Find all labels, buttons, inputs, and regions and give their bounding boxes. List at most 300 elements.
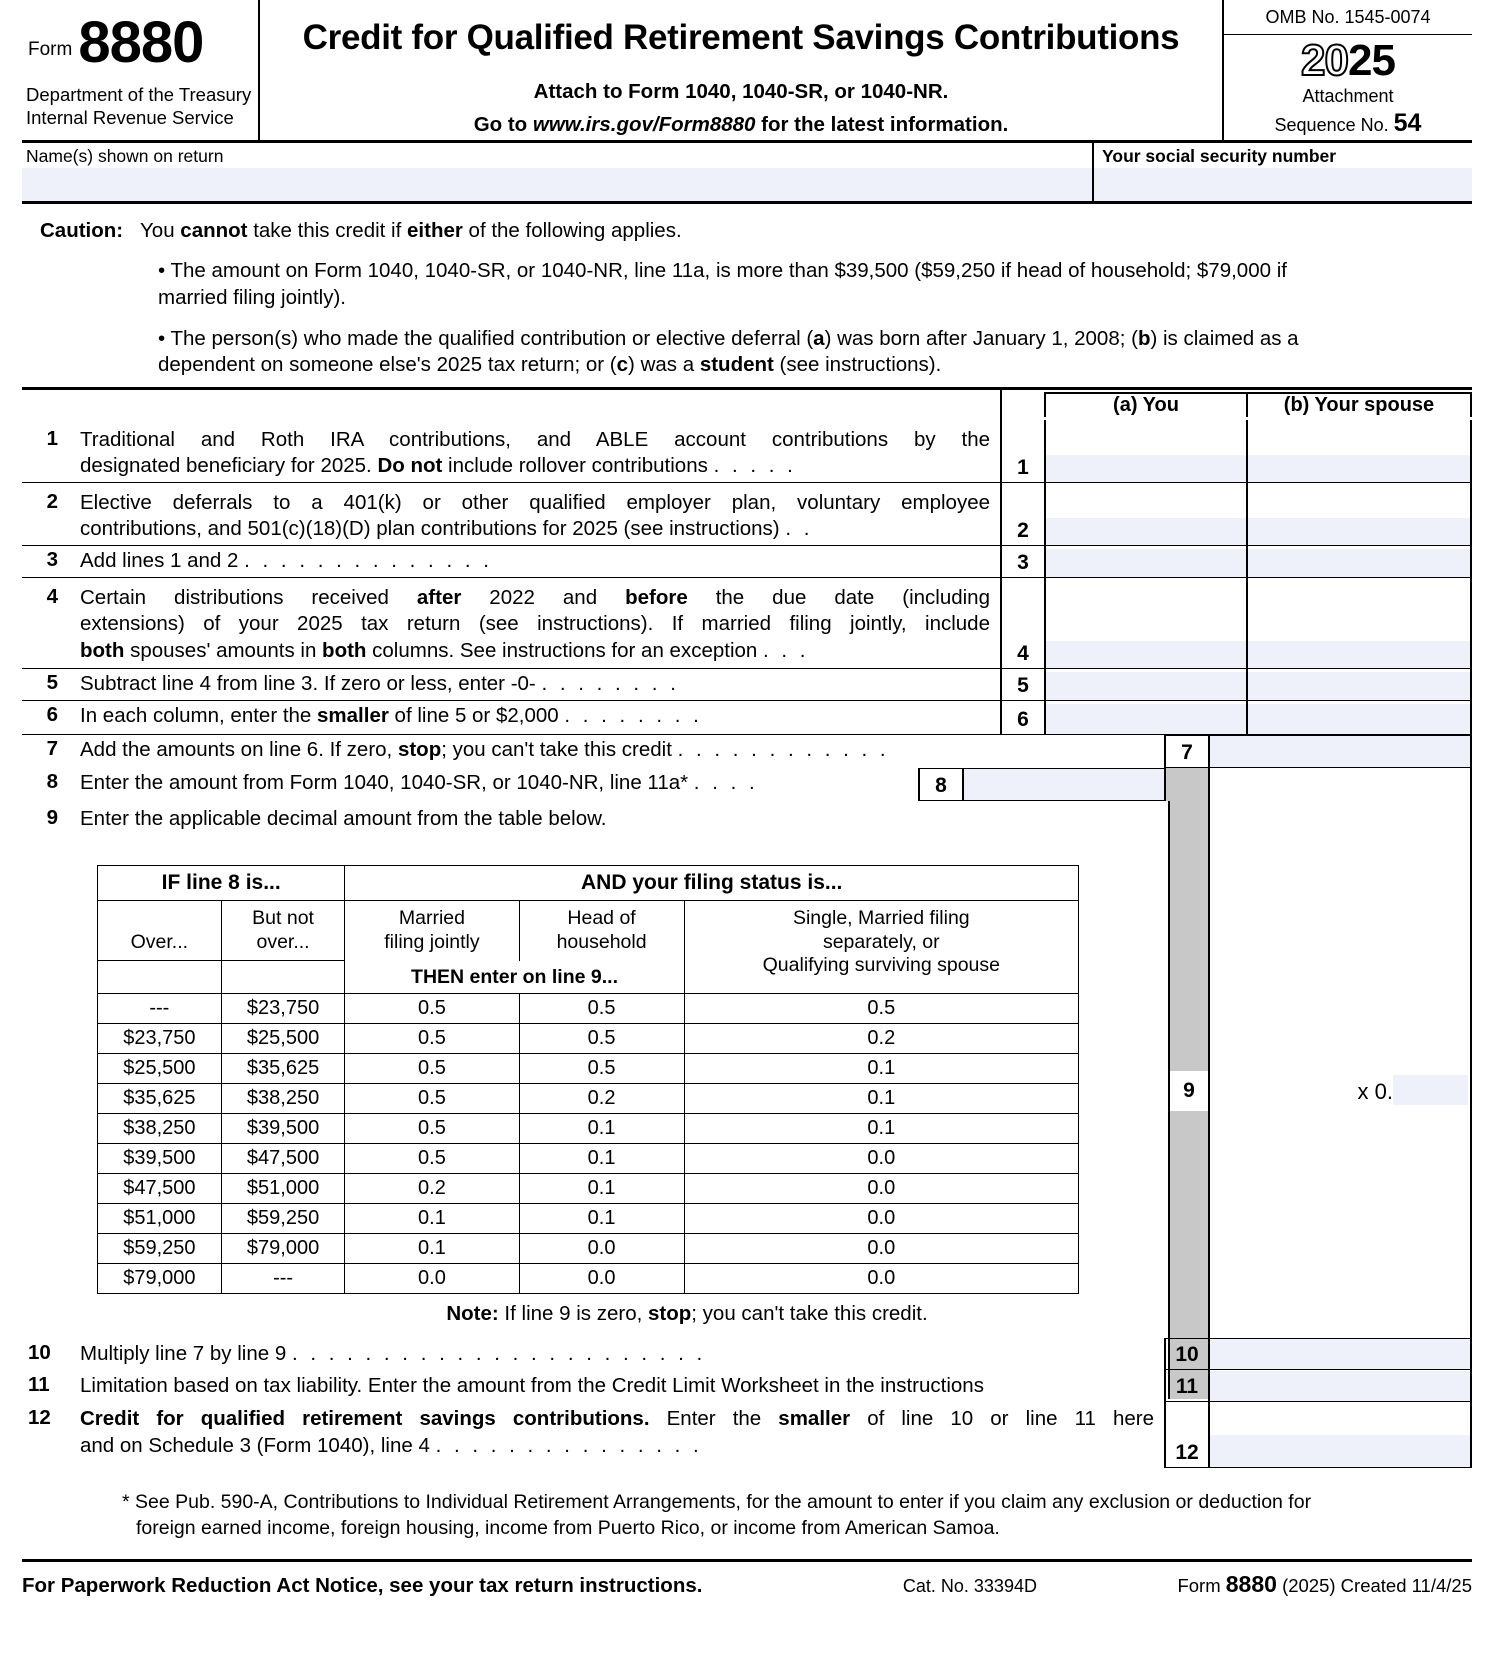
line-12-text-a bbox=[80, 1406, 1154, 1433]
line-5-you-cell[interactable] bbox=[1046, 669, 1248, 700]
decimal-amount-table bbox=[97, 865, 1079, 1295]
caution-intro-bold-1: cannot bbox=[180, 219, 248, 242]
line-2-text-b bbox=[80, 516, 990, 543]
line-4-text-a bbox=[80, 585, 990, 612]
decimal-cell-hoh: 0.0 bbox=[519, 1264, 684, 1294]
line-3-number: 3 bbox=[46, 547, 58, 571]
decimal-cell-hoh: 0.0 bbox=[519, 1234, 684, 1264]
line-6-text bbox=[58, 701, 1000, 734]
line-4-c1: spouses' amounts in bbox=[124, 639, 323, 663]
line-12-box-label: 12 bbox=[1175, 1441, 1199, 1465]
line-12-leader: . . . . . . . . . . . . . . . bbox=[435, 1434, 703, 1457]
caution-intro-2: take this credit if bbox=[247, 219, 408, 242]
department-line-2: Internal Revenue Service bbox=[26, 106, 234, 128]
line-1-box-number bbox=[1000, 420, 1046, 482]
decimal-table-if-header: IF line 8 is... bbox=[98, 865, 345, 900]
decimal-col-mfj bbox=[345, 900, 519, 961]
attachment-sequence bbox=[1224, 84, 1472, 138]
decimal-cell-mfj: 0.2 bbox=[345, 1174, 519, 1204]
decimal-cell-mfj: 0.1 bbox=[345, 1204, 519, 1234]
decimal-cell-mfj: 0.5 bbox=[345, 1024, 519, 1054]
decimal-cell-other: 0.1 bbox=[684, 1084, 1078, 1114]
line-1-donot: Do not bbox=[377, 454, 443, 478]
line-1-text-b2: include rollover contributions bbox=[442, 454, 714, 478]
line-9-row bbox=[22, 801, 1472, 839]
decimal-table-row bbox=[98, 1054, 1079, 1084]
line-1-row bbox=[22, 420, 1472, 483]
line-7-stop: stop bbox=[397, 737, 442, 761]
decimal-table-row bbox=[98, 1144, 1079, 1174]
line-9-multiplier-row bbox=[1212, 1073, 1468, 1111]
column-header-you: (a) You bbox=[1044, 392, 1246, 417]
line-1-number: 1 bbox=[46, 426, 58, 450]
line-12-smaller: smaller bbox=[778, 1407, 851, 1431]
line-4-box-number bbox=[1000, 578, 1046, 668]
header-right bbox=[1224, 0, 1472, 140]
line-9-box-number bbox=[1168, 1071, 1210, 1111]
decimal-cell-other: 0.0 bbox=[684, 1144, 1078, 1174]
decimal-col-other-3: Qualifying surviving spouse bbox=[762, 954, 1000, 977]
decimal-cell-other: 0.0 bbox=[684, 1174, 1078, 1204]
line-8-a1: Enter the amount from Form 1040, 1040-SR, or 1040-NR, line 11a* bbox=[80, 770, 689, 794]
line-6-smaller: smaller bbox=[317, 703, 389, 727]
decimal-col-hoh-2: household bbox=[556, 930, 647, 953]
form-title: Credit for Qualified Retirement Savings Contributions bbox=[302, 18, 1180, 57]
decimal-col-over: Over... bbox=[98, 900, 222, 961]
line-3-text bbox=[58, 546, 1000, 577]
department-label bbox=[22, 70, 258, 129]
department-line-1: Department of the Treasury bbox=[26, 84, 252, 105]
caution-bullet-2-b: ) was born after January 1, 2008; ( bbox=[824, 326, 1138, 350]
ssn-input[interactable] bbox=[1094, 168, 1472, 201]
column-header-spouse: (b) Your spouse bbox=[1246, 392, 1472, 417]
decimal-cell-hoh: 0.5 bbox=[519, 1024, 684, 1054]
line-2-you-input[interactable] bbox=[1046, 518, 1246, 545]
form-identifier bbox=[22, 8, 258, 75]
line-7-number: 7 bbox=[46, 736, 58, 760]
decimal-then-blank-2 bbox=[221, 961, 345, 994]
line-2-leader: . . bbox=[785, 517, 813, 541]
decimal-cell-butnot: $59,250 bbox=[221, 1204, 345, 1234]
line-6-box-number bbox=[1000, 701, 1046, 734]
caution-bullet-2-line-2 bbox=[158, 352, 1464, 379]
note-label: Note: bbox=[446, 1302, 499, 1326]
line-10-row bbox=[22, 1338, 1472, 1370]
line-11-amount-cell[interactable] bbox=[1210, 1370, 1472, 1402]
line-1-leader: . . . . . bbox=[713, 454, 797, 478]
decimal-table-row bbox=[98, 1234, 1079, 1264]
line-7-input[interactable] bbox=[1210, 736, 1470, 767]
decimal-then-enter-label: THEN enter on line 9... bbox=[345, 961, 684, 994]
decimal-col-other bbox=[684, 900, 1078, 994]
line-7-amount-cell[interactable] bbox=[1210, 735, 1472, 768]
line-2-text-b1: contributions, and 501(c)(18)(D) plan contributions for 2025 (see instructions) bbox=[80, 517, 780, 541]
decimal-cell-over: $59,250 bbox=[98, 1234, 222, 1264]
line-9-decimal-input[interactable] bbox=[1393, 1075, 1468, 1105]
line-1-box-label: 1 bbox=[1017, 455, 1029, 479]
line-2-box-label: 2 bbox=[1017, 518, 1029, 542]
line-8-leader: . . . . bbox=[693, 770, 759, 794]
line-5-box-label: 5 bbox=[1017, 673, 1029, 697]
line-4-spouse-input[interactable] bbox=[1248, 641, 1470, 668]
line-1-text-b1: designated beneficiary for 2025. bbox=[80, 454, 378, 478]
decimal-cell-over: --- bbox=[98, 994, 222, 1024]
decimal-cell-other: 0.2 bbox=[684, 1024, 1078, 1054]
line-4-both-1: both bbox=[80, 639, 125, 663]
caution-intro-1: You bbox=[140, 219, 181, 242]
name-input[interactable] bbox=[22, 168, 1092, 201]
caution-section bbox=[22, 204, 1472, 390]
line-4-a2: 2022 and bbox=[461, 585, 626, 609]
line-2-text-a: Elective deferrals to a 401(k) or other qualified employer plan, voluntary employee bbox=[80, 490, 990, 514]
line-4-row bbox=[22, 578, 1472, 669]
caution-bullet-1-line-1: • The amount on Form 1040, 1040-SR, or 1040-NR, line 11a, is more than $39,500 ($59,250 if head of household; $79,000 if bbox=[158, 259, 1287, 283]
decimal-cell-mfj: 0.1 bbox=[345, 1234, 519, 1264]
decimal-cell-butnot: $38,250 bbox=[221, 1084, 345, 1114]
caution-bullet-2-e: ) was a bbox=[628, 353, 700, 377]
decimal-cell-other: 0.5 bbox=[684, 994, 1078, 1024]
line-7-leader: . . . . . . . . . . . . bbox=[677, 737, 890, 761]
footer-form-word: Form bbox=[1177, 1575, 1221, 1597]
decimal-col-mfj-2: filing jointly bbox=[384, 930, 480, 953]
line-8-box-label: 8 bbox=[935, 773, 947, 797]
form-body bbox=[22, 390, 1472, 1598]
line-10-amount-cell[interactable] bbox=[1210, 1338, 1472, 1370]
paperwork-notice: For Paperwork Reduction Act Notice, see your tax return instructions. bbox=[22, 1574, 703, 1598]
decimal-cell-hoh: 0.5 bbox=[519, 994, 684, 1024]
tax-year-suffix: 25 bbox=[1348, 36, 1395, 85]
line-8-number: 8 bbox=[46, 769, 58, 793]
omb-number: OMB No. 1545-0074 bbox=[1224, 0, 1472, 35]
line-10-a1: Multiply line 7 by line 9 bbox=[80, 1342, 287, 1366]
footnote-line-2: foreign earned income, foreign housing, income from Puerto Rico, or income from American Samoa. bbox=[136, 1516, 1000, 1539]
form-word-label: Form bbox=[28, 39, 73, 60]
line-4-you-input[interactable] bbox=[1046, 641, 1246, 668]
decimal-table-row bbox=[98, 1114, 1079, 1144]
line-12-text-b bbox=[80, 1433, 1154, 1460]
footer-form-id bbox=[1177, 1571, 1472, 1598]
caution-intro bbox=[140, 218, 1472, 244]
line-1-you-cell[interactable] bbox=[1046, 420, 1248, 482]
line-11-box-number bbox=[1164, 1370, 1210, 1402]
line-4-a3: the due date (including bbox=[687, 585, 990, 609]
caution-intro-bold-2: either bbox=[407, 219, 463, 242]
line-5-box-number bbox=[1000, 669, 1046, 700]
line-4-before: before bbox=[625, 585, 688, 609]
line-6-a2: of line 5 or $2,000 bbox=[388, 703, 559, 727]
line-8-box-number bbox=[918, 768, 964, 801]
form-footer bbox=[22, 1559, 1472, 1598]
line-10-input[interactable] bbox=[1210, 1339, 1470, 1369]
line-10-box-number bbox=[1164, 1338, 1210, 1370]
note-text-b: ; you can't take this credit. bbox=[691, 1302, 928, 1326]
line-8-input[interactable] bbox=[964, 769, 1164, 800]
decimal-cell-hoh: 0.1 bbox=[519, 1144, 684, 1174]
line-3-row bbox=[22, 546, 1472, 578]
line-12-a2: of line 10 or line 11 here bbox=[850, 1407, 1154, 1431]
decimal-col-butnot-1: But not bbox=[252, 906, 314, 929]
decimal-cell-other: 0.0 bbox=[684, 1234, 1078, 1264]
decimal-table-row bbox=[98, 1204, 1079, 1234]
caution-bullet-2-ref-a: a bbox=[813, 326, 825, 350]
line-4-box-label: 4 bbox=[1017, 641, 1029, 665]
line-8-text bbox=[58, 768, 918, 801]
decimal-cell-over: $35,625 bbox=[98, 1084, 222, 1114]
line-4-both-2: both bbox=[322, 639, 367, 663]
right-rail bbox=[1210, 801, 1472, 1431]
decimal-col-mfj-1: Married bbox=[398, 907, 465, 930]
decimal-cell-butnot: $25,500 bbox=[221, 1024, 345, 1054]
tax-year-century: 20 bbox=[1301, 36, 1348, 85]
line-3-box-number bbox=[1000, 546, 1046, 577]
ssn-field-container[interactable] bbox=[1094, 143, 1472, 201]
line-3-box-label: 3 bbox=[1017, 550, 1029, 574]
line-3-you-cell[interactable] bbox=[1046, 546, 1248, 577]
line-1-spouse-input[interactable] bbox=[1248, 455, 1470, 482]
decimal-cell-mfj: 0.5 bbox=[345, 1054, 519, 1084]
caution-headline bbox=[22, 218, 1472, 244]
line-9-multiplier-label: x 0. bbox=[1357, 1078, 1393, 1104]
line-8-amount-cell[interactable] bbox=[964, 768, 1164, 801]
line-11-number: 11 bbox=[28, 1373, 50, 1397]
caution-bullet-2-ref-b: b bbox=[1137, 326, 1151, 350]
line-8-row bbox=[22, 768, 1472, 801]
line-11-row bbox=[22, 1370, 1472, 1402]
line-6-number: 6 bbox=[46, 702, 58, 726]
decimal-cell-butnot: $47,500 bbox=[221, 1144, 345, 1174]
decimal-table-header-row-1 bbox=[98, 865, 1079, 900]
name-field-container[interactable] bbox=[22, 143, 1094, 201]
caution-intro-3: of the following applies. bbox=[462, 219, 682, 242]
line-6-spouse-input[interactable] bbox=[1248, 704, 1470, 734]
line-1-spouse-cell[interactable] bbox=[1248, 420, 1472, 482]
decimal-cell-other: 0.0 bbox=[684, 1204, 1078, 1234]
line-12-title: Credit for qualified retirement savings contributions. bbox=[80, 1407, 650, 1431]
decimal-col-other-2: separately, or bbox=[822, 930, 940, 953]
line-2-you-cell[interactable] bbox=[1046, 483, 1248, 545]
caution-bullet-1-line-2: married filing jointly). bbox=[158, 285, 346, 309]
footnote-line-1: * See Pub. 590-A, Contributions to Individual Retirement Arrangements, for the amount to enter if you claim any exclusion or deduction for bbox=[122, 1491, 1312, 1514]
sequence-number: 54 bbox=[1393, 108, 1422, 137]
line-12-row bbox=[22, 1402, 1472, 1468]
decimal-cell-mfj: 0.5 bbox=[345, 994, 519, 1024]
line-8-blank-right bbox=[1210, 768, 1472, 801]
line-2-box-number bbox=[1000, 483, 1046, 545]
decimal-table-status-header: AND your filing status is... bbox=[345, 865, 1079, 900]
decimal-cell-over: $39,500 bbox=[98, 1144, 222, 1174]
decimal-col-hoh bbox=[519, 900, 684, 961]
line-4-you-cell[interactable] bbox=[1046, 578, 1248, 668]
line-7-text bbox=[58, 735, 962, 768]
line-12-amount-cell[interactable] bbox=[1210, 1402, 1472, 1468]
decimal-cell-butnot: $79,000 bbox=[221, 1234, 345, 1264]
decimal-cell-other: 0.0 bbox=[684, 1264, 1078, 1294]
decimal-cell-over: $38,250 bbox=[98, 1114, 222, 1144]
line-4-text bbox=[58, 578, 1000, 668]
decimal-cell-hoh: 0.1 bbox=[519, 1114, 684, 1144]
line-3-spouse-cell[interactable] bbox=[1248, 546, 1472, 577]
header-left bbox=[22, 0, 258, 140]
asterisk-footnote bbox=[22, 1468, 1472, 1541]
line-3-text-a: Add lines 1 and 2 bbox=[80, 548, 239, 572]
decimal-cell-over: $79,000 bbox=[98, 1264, 222, 1294]
caution-bullet-1 bbox=[22, 258, 1472, 311]
decimal-cell-mfj: 0.0 bbox=[345, 1264, 519, 1294]
note-stop: stop bbox=[648, 1302, 692, 1326]
line-9-spacer bbox=[1168, 801, 1472, 839]
goto-line bbox=[260, 113, 1222, 137]
caution-bullet-2-d: dependent on someone else's 2025 tax return; or ( bbox=[158, 353, 617, 377]
decimal-cell-hoh: 0.1 bbox=[519, 1174, 684, 1204]
line-3-you-input[interactable] bbox=[1046, 549, 1246, 577]
attach-to-text: Attach to Form 1040, 1040-SR, or 1040-NR. bbox=[533, 80, 949, 103]
decimal-col-butnot-2: over... bbox=[256, 930, 310, 953]
line-12-number: 12 bbox=[28, 1406, 51, 1430]
line-4-a1: Certain distributions received bbox=[80, 585, 417, 609]
column-header-numcol bbox=[1000, 390, 1044, 420]
line-4-text-b: extensions) of your 2025 tax return (see instructions). If married filing jointly, include bbox=[80, 612, 990, 636]
line-9-number: 9 bbox=[46, 805, 58, 829]
goto-suffix: for the latest information. bbox=[761, 113, 1009, 136]
tax-year bbox=[1224, 35, 1472, 84]
line-5-text-a: Subtract line 4 from line 3. If zero or less, enter -0- bbox=[80, 671, 536, 695]
decimal-cell-butnot: $23,750 bbox=[221, 994, 345, 1024]
decimal-table-row bbox=[98, 1024, 1079, 1054]
catalog-number: Cat. No. 33394D bbox=[902, 1576, 1037, 1597]
line-6-you-cell[interactable] bbox=[1046, 701, 1248, 734]
decimal-then-blank-1 bbox=[98, 961, 222, 994]
line-5-spouse-input[interactable] bbox=[1248, 672, 1470, 700]
line-12-box-number bbox=[1164, 1402, 1210, 1468]
line-4-leader: . . . bbox=[763, 639, 809, 663]
irs-url-link[interactable]: www.irs.gov/Form8880 bbox=[532, 113, 756, 136]
caution-bullet-2-a: • The person(s) who made the qualified contribution or elective deferral ( bbox=[158, 326, 814, 350]
line-6-you-input[interactable] bbox=[1046, 704, 1246, 734]
line-4-after: after bbox=[416, 585, 462, 609]
line-11-text: Limitation based on tax liability. Enter the amount from the Credit Limit Worksheet in the instructions bbox=[80, 1374, 984, 1398]
line-7-a1: Add the amounts on line 6. If zero, bbox=[80, 737, 398, 761]
line-3-spouse-input[interactable] bbox=[1248, 549, 1470, 577]
column-headers bbox=[22, 390, 1472, 420]
line-2-number: 2 bbox=[46, 489, 58, 513]
caution-bullet-2 bbox=[22, 326, 1472, 379]
decimal-cell-hoh: 0.5 bbox=[519, 1054, 684, 1084]
decimal-col-butnot bbox=[221, 900, 345, 961]
header-center bbox=[258, 0, 1224, 140]
decimal-cell-butnot: $35,625 bbox=[221, 1054, 345, 1084]
decimal-table-body bbox=[98, 994, 1079, 1294]
line-5-row bbox=[22, 669, 1472, 701]
line-9-text: Enter the applicable decimal amount from the table below. bbox=[80, 806, 607, 830]
decimal-cell-mfj: 0.5 bbox=[345, 1084, 519, 1114]
name-ssn-row bbox=[22, 143, 1472, 204]
goto-prefix: Go to bbox=[473, 113, 528, 136]
decimal-col-other-1: Single, Married filing bbox=[792, 906, 970, 929]
line-6-spouse-cell[interactable] bbox=[1248, 701, 1472, 734]
line-9-box-label: 9 bbox=[1183, 1078, 1195, 1102]
line-11-box-label: 11 bbox=[1175, 1375, 1199, 1399]
ssn-label: Your social security number bbox=[1102, 146, 1337, 166]
decimal-cell-over: $25,500 bbox=[98, 1054, 222, 1084]
line-12-b1: and on Schedule 3 (Form 1040), line 4 bbox=[80, 1434, 430, 1457]
line-6-a1: In each column, enter the bbox=[80, 703, 318, 727]
footer-form-number: 8880 bbox=[1225, 1571, 1277, 1598]
decimal-cell-other: 0.1 bbox=[684, 1114, 1078, 1144]
decimal-col-hoh-1: Head of bbox=[567, 907, 636, 930]
name-label: Name(s) shown on return bbox=[26, 146, 224, 166]
line-2-spouse-cell[interactable] bbox=[1248, 483, 1472, 545]
caution-bullet-2-c: ) is claimed as a bbox=[1150, 326, 1299, 350]
decimal-table-row bbox=[98, 1174, 1079, 1204]
line-4-number: 4 bbox=[46, 584, 58, 608]
line-7-row bbox=[22, 735, 1472, 768]
decimal-cell-mfj: 0.5 bbox=[345, 1144, 519, 1174]
line-12-text bbox=[64, 1402, 1164, 1468]
line-1-you-input[interactable] bbox=[1046, 455, 1246, 482]
caution-bullet-2-ref-c: c bbox=[616, 353, 629, 377]
line-4-c2: columns. See instructions for an exception bbox=[366, 639, 763, 663]
line-10-box-label: 10 bbox=[1175, 1343, 1199, 1367]
line-3-leader: . . . . . . . . . . . . . . bbox=[244, 548, 493, 572]
line-1-text bbox=[58, 420, 1000, 482]
line-10-number: 10 bbox=[28, 1341, 51, 1365]
line-12-input[interactable] bbox=[1210, 1435, 1470, 1467]
decimal-table-header-row-2 bbox=[98, 900, 1079, 961]
line-6-row bbox=[22, 701, 1472, 735]
line-7-box-label: 7 bbox=[1181, 740, 1193, 764]
line-5-you-input[interactable] bbox=[1046, 672, 1246, 700]
line-7-a2: ; you can't take this credit bbox=[441, 737, 672, 761]
line-8-gray-block bbox=[1164, 768, 1210, 801]
decimal-table-row bbox=[98, 994, 1079, 1024]
line-10-text bbox=[64, 1338, 1164, 1370]
line-11-input[interactable] bbox=[1210, 1371, 1470, 1401]
line-5-spouse-cell[interactable] bbox=[1248, 669, 1472, 700]
line-2-spouse-input[interactable] bbox=[1248, 518, 1470, 545]
line-2-text bbox=[58, 483, 1000, 545]
decimal-cell-over: $23,750 bbox=[98, 1024, 222, 1054]
form-header bbox=[22, 0, 1472, 143]
line-4-text-c bbox=[80, 638, 990, 665]
line-7-gap bbox=[962, 735, 1164, 768]
attachment-label: Attachment bbox=[1302, 86, 1394, 107]
line-10-leader: . . . . . . . . . . . . . . . . . . . . . . . bbox=[291, 1342, 706, 1366]
caution-bullet-2-student: student bbox=[699, 353, 774, 377]
decimal-cell-butnot: $39,500 bbox=[221, 1114, 345, 1144]
decimal-table-row bbox=[98, 1264, 1079, 1294]
line-6-box-label: 6 bbox=[1017, 707, 1029, 731]
decimal-cell-over: $51,000 bbox=[98, 1204, 222, 1234]
line-12-a1: Enter the bbox=[649, 1407, 779, 1431]
line-4-spouse-cell[interactable] bbox=[1248, 578, 1472, 668]
note-text-a: If line 9 is zero, bbox=[498, 1302, 648, 1326]
decimal-cell-butnot: $51,000 bbox=[221, 1174, 345, 1204]
line-6-leader: . . . . . . . . bbox=[564, 703, 703, 727]
line-5-text bbox=[58, 669, 1000, 700]
decimal-cell-mfj: 0.5 bbox=[345, 1114, 519, 1144]
line-1-text-a: Traditional and Roth IRA contributions, and ABLE account contributions by the bbox=[80, 427, 990, 451]
caution-bullet-2-f: (see instructions). bbox=[773, 353, 942, 377]
decimal-cell-hoh: 0.1 bbox=[519, 1204, 684, 1234]
line-5-number: 5 bbox=[46, 670, 58, 694]
caution-label: Caution: bbox=[40, 219, 124, 242]
form-number: 8880 bbox=[78, 9, 204, 75]
decimal-cell-over: $47,500 bbox=[98, 1174, 222, 1204]
decimal-table-row bbox=[98, 1084, 1079, 1114]
decimal-cell-other: 0.1 bbox=[684, 1054, 1078, 1084]
line-5-leader: . . . . . . . . bbox=[541, 671, 680, 695]
line-1-text-b bbox=[80, 453, 990, 480]
